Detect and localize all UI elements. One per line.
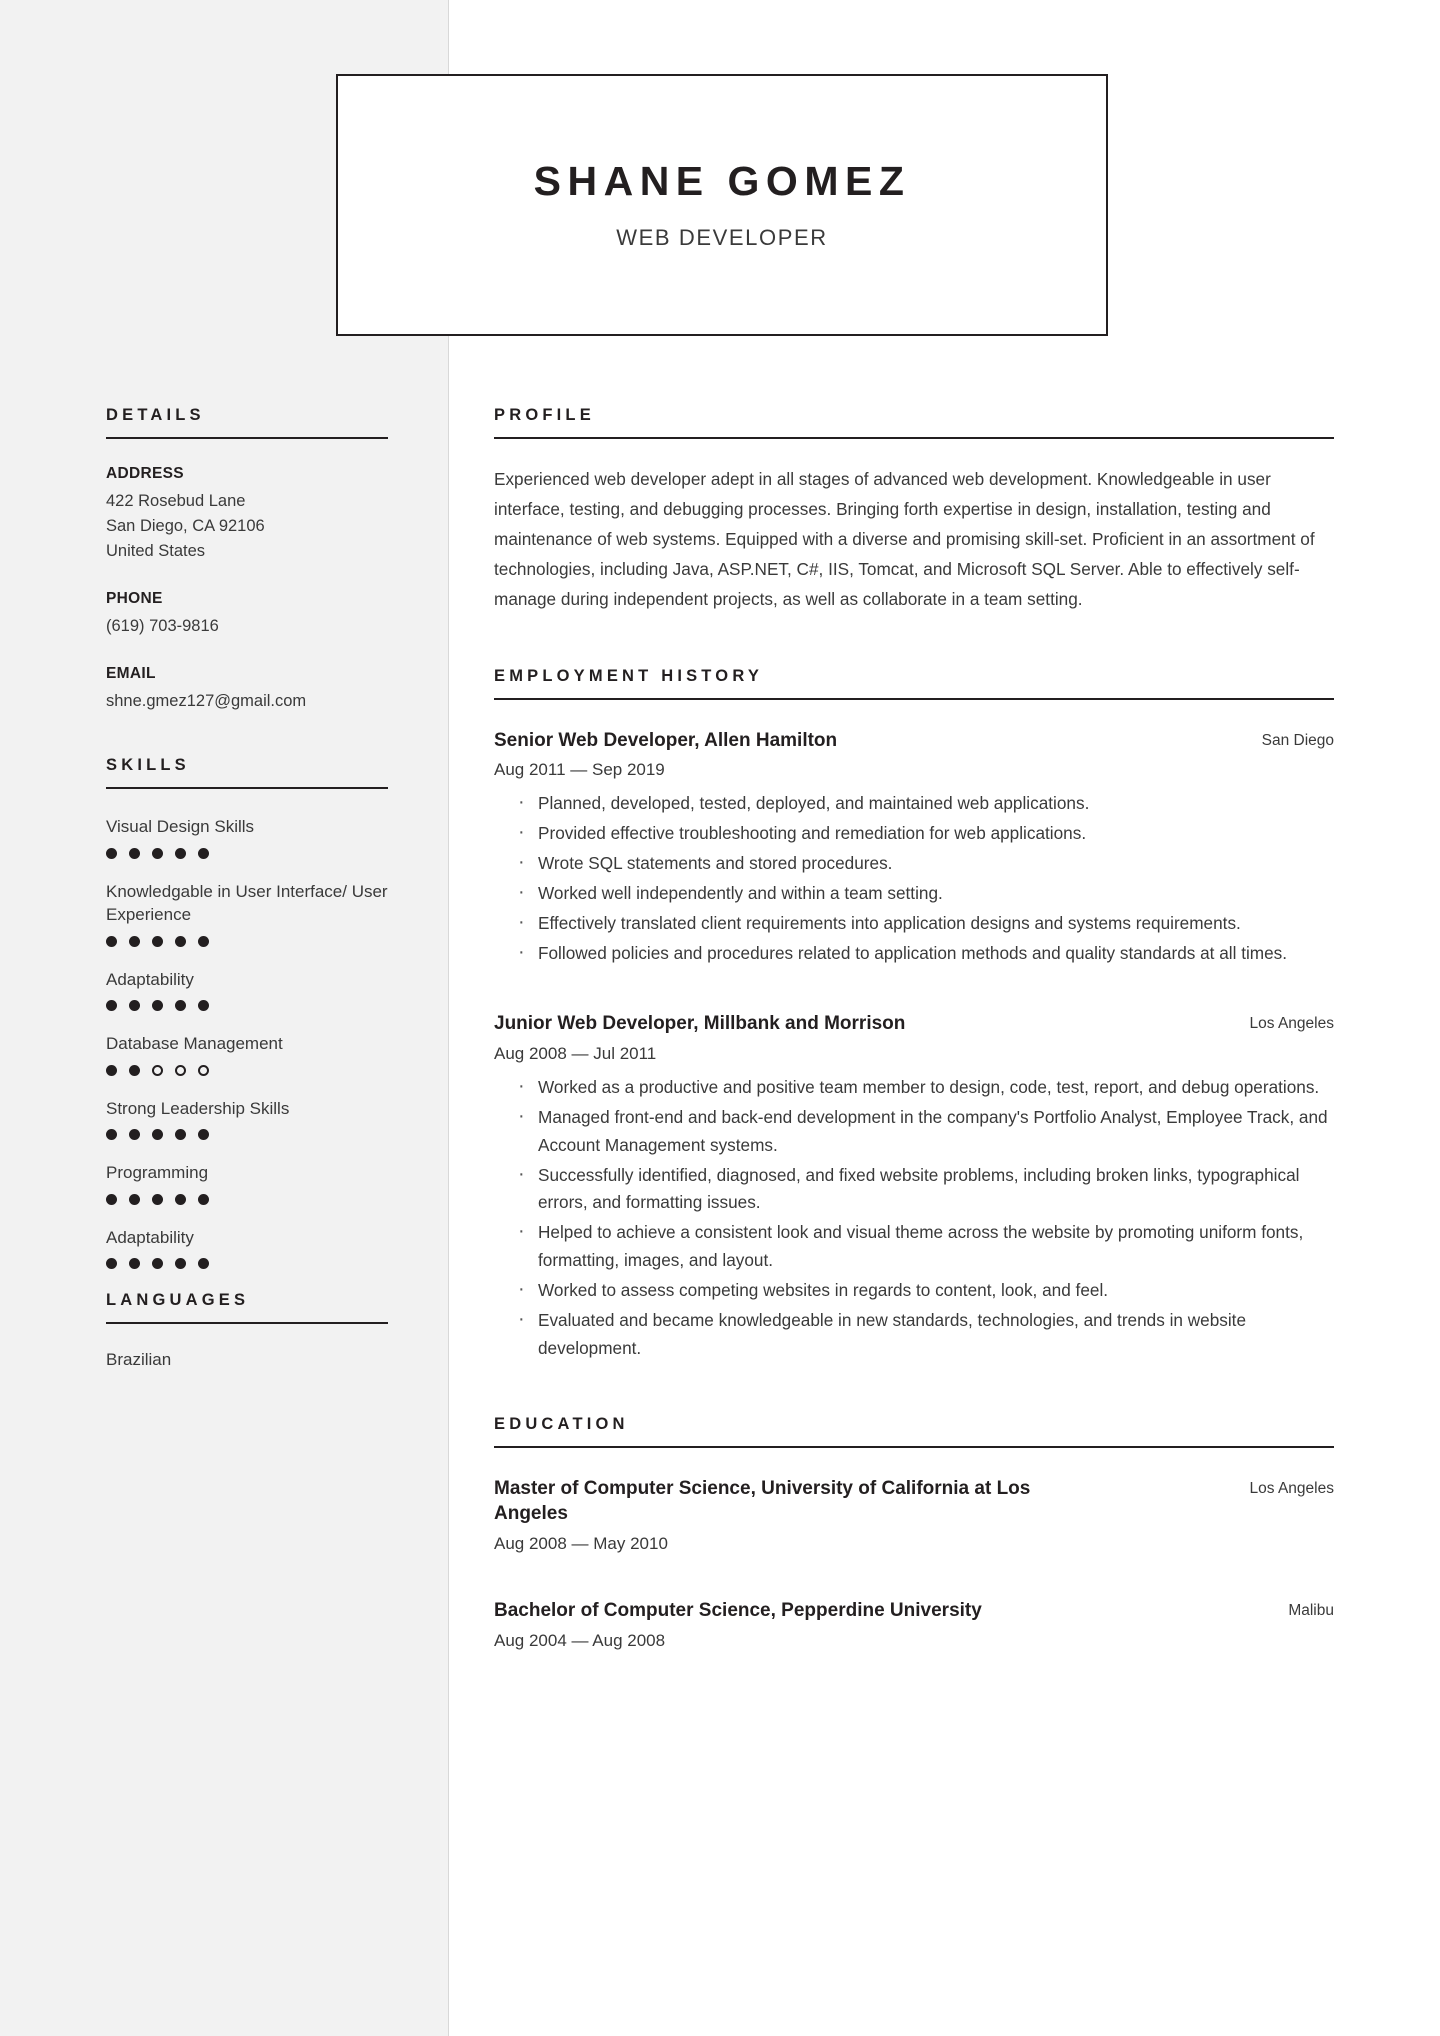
skills-rule [106, 787, 388, 789]
rating-dot-filled [129, 848, 140, 859]
email-value: shne.gmez127@gmail.com [106, 692, 307, 711]
employment-bullet: · Followed policies and procedures related to application methods and quality standards at all times. [494, 940, 1334, 968]
rating-dot-filled [129, 1258, 140, 1269]
employment-entry-header [494, 728, 1334, 754]
rating-dot-empty [198, 1065, 209, 1076]
address-value [106, 489, 388, 564]
employment-entries [494, 728, 1334, 1363]
education-entry-header [494, 1476, 1334, 1527]
rating-dot-filled [175, 848, 186, 859]
rating-dot-filled [152, 848, 163, 859]
rating-dot-filled [129, 936, 140, 947]
rating-dot-filled [152, 1129, 163, 1140]
skill-label: Visual Design Skills [106, 817, 255, 837]
profile-rule [494, 437, 1334, 439]
rating-dot-filled [198, 1000, 209, 1011]
skill-item [106, 815, 388, 858]
phone-label: PHONE [106, 590, 163, 608]
rating-dot-filled [106, 936, 117, 947]
employment-bullet: · Worked to assess competing websites in regards to content, look, and feel. [494, 1277, 1334, 1305]
education-entry-header [494, 1598, 1334, 1624]
address-line-3: United States [106, 542, 206, 561]
employment-bullet: · Helped to achieve a consistent look and visual theme across the website by promoting uniform fonts, formatting, images, and layout. [494, 1219, 1334, 1275]
skill-item [106, 1226, 388, 1269]
rating-dot-filled [106, 1000, 117, 1011]
employment-job-title: Junior Web Developer, Millbank and Morrison [494, 1013, 906, 1035]
rating-dot-filled [152, 1194, 163, 1205]
skills-heading: SKILLS [106, 756, 190, 775]
rating-dot-empty [175, 1065, 186, 1076]
employment-bullet: · Managed front-end and back-end development in the company's Portfolio Analyst, Employee Track, and Account Management systems. [494, 1104, 1334, 1160]
skill-label: Adaptability [106, 969, 194, 989]
rating-dot-filled [198, 1194, 209, 1205]
languages-section [106, 1291, 388, 1370]
education-entry [494, 1476, 1334, 1554]
education-location: Malibu [1288, 1601, 1334, 1619]
education-location: Los Angeles [1249, 1479, 1334, 1497]
details-heading: DETAILS [106, 406, 205, 424]
skill-rating [106, 1258, 388, 1269]
rating-dot-filled [175, 1194, 186, 1205]
rating-dot-filled [198, 1129, 209, 1140]
employment-bullet: · Effectively translated client requirements into application designs and systems requirements. [494, 910, 1334, 938]
header-box [336, 74, 1108, 336]
details-section [106, 406, 388, 714]
education-degree: Master of Computer Science, University of California at Los Angeles [494, 1477, 1031, 1525]
skill-item [106, 968, 388, 1011]
employment-bullet: · Provided effective troubleshooting and remediation for web applications. [494, 820, 1334, 848]
rating-dot-empty [152, 1065, 163, 1076]
employment-entry [494, 1011, 1334, 1362]
rating-dot-filled [175, 1129, 186, 1140]
rating-dot-filled [129, 1000, 140, 1011]
employment-location: San Diego [1261, 731, 1334, 749]
skill-rating [106, 936, 388, 947]
employment-bullet-list [494, 790, 1334, 967]
main-column [494, 406, 1334, 1651]
profile-section [494, 406, 1334, 615]
education-date-range: Aug 2004 — Aug 2008 [494, 1630, 666, 1650]
rating-dot-filled [152, 1000, 163, 1011]
skill-rating [106, 1129, 388, 1140]
skill-rating [106, 1000, 388, 1011]
skills-list [106, 815, 388, 1269]
rating-dot-filled [198, 848, 209, 859]
languages-list [106, 1350, 388, 1370]
skill-rating [106, 848, 388, 859]
candidate-name: SHANE GOMEZ [533, 158, 911, 205]
address-label: ADDRESS [106, 465, 184, 482]
employment-bullet: · Wrote SQL statements and stored procedures. [494, 850, 1334, 878]
skill-item [106, 1161, 388, 1204]
skill-label: Knowledgable in User Interface/ User Experience [106, 881, 388, 925]
employment-rule [494, 698, 1334, 700]
skill-rating [106, 1194, 388, 1205]
phone-value: (619) 703-9816 [106, 617, 219, 636]
rating-dot-filled [106, 1065, 117, 1076]
skill-label: Adaptability [106, 1227, 194, 1247]
skill-rating [106, 1065, 388, 1076]
rating-dot-filled [152, 1258, 163, 1269]
employment-date-range: Aug 2011 — Sep 2019 [494, 760, 665, 780]
rating-dot-filled [129, 1129, 140, 1140]
rating-dot-filled [129, 1194, 140, 1205]
skill-label: Programming [106, 1163, 209, 1183]
skills-section [106, 756, 388, 1269]
rating-dot-filled [198, 1258, 209, 1269]
employment-bullet-list [494, 1074, 1334, 1363]
employment-entry [494, 728, 1334, 968]
employment-location: Los Angeles [1249, 1015, 1334, 1033]
education-heading: EDUCATION [494, 1414, 629, 1433]
rating-dot-filled [106, 1129, 117, 1140]
rating-dot-filled [175, 1258, 186, 1269]
rating-dot-filled [152, 936, 163, 947]
candidate-job-title: WEB DEVELOPER [616, 224, 828, 250]
email-label: EMAIL [106, 665, 156, 683]
employment-bullet: · Worked as a productive and positive team member to design, code, test, report, and debug operations. [494, 1074, 1334, 1102]
profile-text: Experienced web developer adept in all stages of advanced web development. Knowledgeable in user interface, testing, and debugging processes. Bringing forth expertise in design, installation, testing and maintenance of web systems. Equipped with a diverse and promising skill-set. Proficient in an assortment of technologies, including Java, ASP.NET, C#, IIS, Tomcat, and Microsoft SQL Server. Able to effectively self-manage during independent projects, as well as collaborate in a team setting. [494, 469, 1315, 609]
skill-item [106, 1032, 388, 1075]
education-entries [494, 1476, 1334, 1651]
employment-job-title: Senior Web Developer, Allen Hamilton [494, 729, 838, 751]
rating-dot-filled [175, 1000, 186, 1011]
employment-bullet: · Worked well independently and within a team setting. [494, 880, 1334, 908]
profile-heading: PROFILE [494, 406, 595, 424]
rating-dot-filled [106, 848, 117, 859]
employment-section [494, 667, 1334, 1363]
education-rule [494, 1446, 1334, 1448]
education-section [494, 1415, 1334, 1651]
education-date-range: Aug 2008 — May 2010 [494, 1533, 668, 1553]
sidebar-column [106, 406, 388, 1370]
skill-item [106, 1097, 388, 1140]
employment-bullet: · Evaluated and became knowledgeable in new standards, technologies, and trends in website development. [494, 1307, 1334, 1363]
rating-dot-filled [106, 1194, 117, 1205]
address-line-1: 422 Rosebud Lane [106, 492, 246, 510]
details-rule [106, 437, 388, 439]
employment-bullet: · Planned, developed, tested, deployed, and maintained web applications. [494, 790, 1334, 818]
skill-item [106, 880, 388, 947]
skill-label: Strong Leadership Skills [106, 1098, 290, 1118]
employment-bullet: · Successfully identified, diagnosed, and fixed website problems, including broken links, typographical errors, and formatting issues. [494, 1162, 1334, 1218]
education-entry [494, 1598, 1334, 1651]
employment-heading: EMPLOYMENT HISTORY [494, 666, 764, 685]
education-degree: Bachelor of Computer Science, Pepperdine University [494, 1599, 982, 1621]
language-item: Brazilian [106, 1350, 172, 1370]
rating-dot-filled [175, 936, 186, 947]
address-line-2: San Diego, CA 92106 [106, 517, 265, 536]
skill-label: Database Management [106, 1034, 283, 1054]
employment-entry-header [494, 1011, 1334, 1037]
languages-heading: LANGUAGES [106, 1291, 250, 1310]
employment-date-range: Aug 2008 — Jul 2011 [494, 1044, 657, 1064]
rating-dot-filled [129, 1065, 140, 1076]
rating-dot-filled [198, 936, 209, 947]
languages-rule [106, 1322, 388, 1324]
rating-dot-filled [106, 1258, 117, 1269]
